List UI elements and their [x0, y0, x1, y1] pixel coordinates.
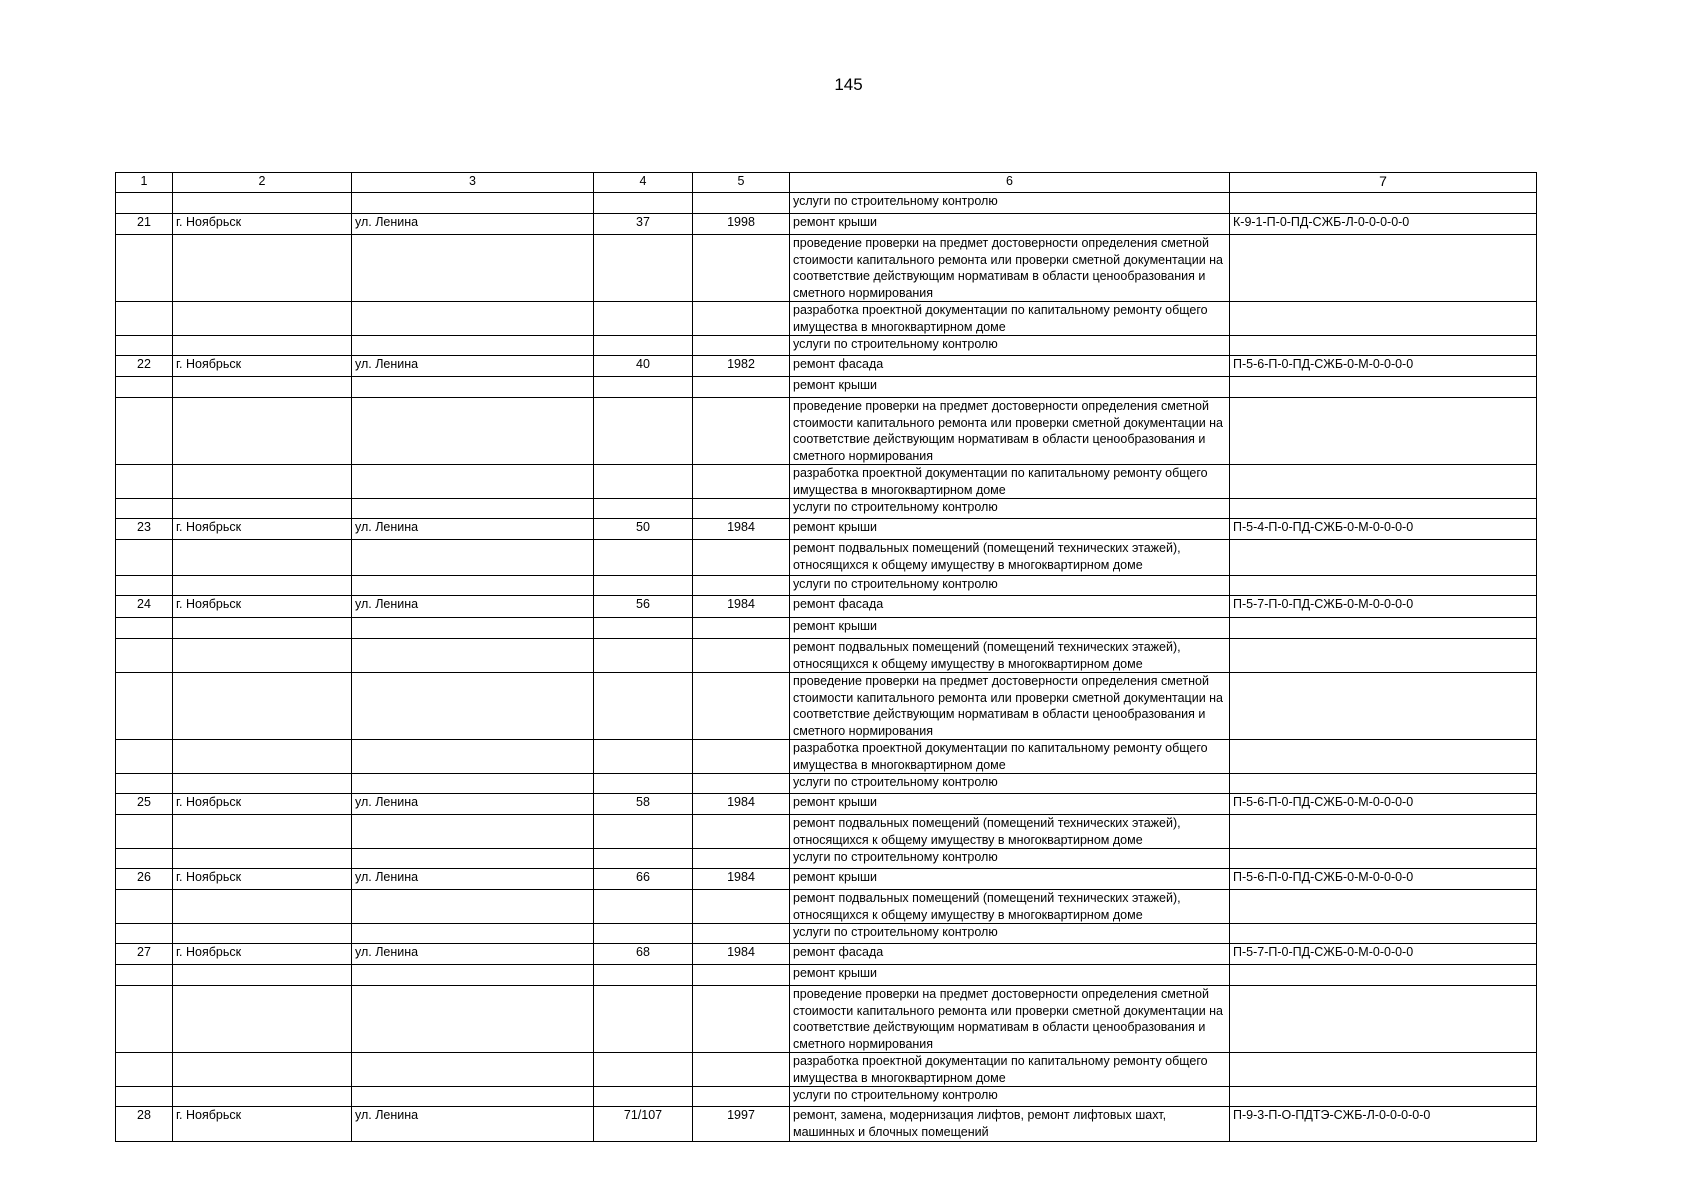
cell-year: [693, 1053, 790, 1087]
cell-street: ул. Ленина: [352, 944, 594, 965]
cell-street: [352, 740, 594, 774]
table-row: [116, 639, 1537, 673]
cell-house: [594, 465, 693, 499]
cell-street: ул. Ленина: [352, 869, 594, 890]
cell-year: [693, 465, 790, 499]
cell-number: [116, 193, 173, 214]
cell-house: [594, 815, 693, 849]
cell-number: 22: [116, 356, 173, 377]
cell-year: [693, 986, 790, 1053]
cell-city: [173, 639, 352, 673]
cell-house: [594, 235, 693, 302]
table-row: [116, 235, 1537, 302]
cell-building-code: П-5-7-П-0-ПД-СЖБ-0-М-0-0-0-0: [1230, 944, 1537, 965]
cell-work-type: ремонт крыши: [790, 519, 1230, 540]
cell-house: [594, 576, 693, 596]
cell-street: [352, 398, 594, 465]
cell-work-type: услуги по строительному контролю: [790, 1087, 1230, 1107]
column-number: 2: [173, 173, 352, 193]
cell-city: [173, 890, 352, 924]
cell-city: г. Ноябрьск: [173, 519, 352, 540]
cell-building-code: П-5-6-П-0-ПД-СЖБ-0-М-0-0-0-0: [1230, 356, 1537, 377]
cell-city: [173, 302, 352, 336]
cell-city: [173, 965, 352, 986]
cell-number: [116, 540, 173, 576]
cell-work-type: услуги по строительному контролю: [790, 849, 1230, 869]
cell-building-code: [1230, 465, 1537, 499]
table-row: [116, 890, 1537, 924]
cell-work-type: разработка проектной документации по капитальному ремонту общего имущества в многоквартирном доме: [790, 302, 1230, 336]
cell-year: [693, 193, 790, 214]
cell-city: [173, 986, 352, 1053]
cell-building-code: [1230, 576, 1537, 596]
cell-year: [693, 540, 790, 576]
cell-work-type: проведение проверки на предмет достоверности определения сметной стоимости капитального ремонта или проверки сметной документации на соответствие действующим нормативам в области ценообразования и сметного нормирования: [790, 398, 1230, 465]
cell-house: [594, 618, 693, 639]
cell-city: [173, 1087, 352, 1107]
cell-street: [352, 576, 594, 596]
cell-number: 24: [116, 596, 173, 618]
cell-work-type: услуги по строительному контролю: [790, 924, 1230, 944]
cell-street: [352, 235, 594, 302]
cell-number: [116, 673, 173, 740]
table-row: [116, 1107, 1537, 1142]
cell-city: [173, 618, 352, 639]
cell-building-code: [1230, 193, 1537, 214]
cell-building-code: [1230, 639, 1537, 673]
cell-work-type: ремонт подвальных помещений (помещений технических этажей), относящихся к общему имуществу в многоквартирном доме: [790, 815, 1230, 849]
cell-number: [116, 1087, 173, 1107]
cell-street: [352, 618, 594, 639]
cell-number: [116, 740, 173, 774]
cell-street: [352, 986, 594, 1053]
cell-work-type: ремонт крыши: [790, 618, 1230, 639]
cell-work-type: услуги по строительному контролю: [790, 193, 1230, 214]
cell-street: ул. Ленина: [352, 356, 594, 377]
cell-street: ул. Ленина: [352, 1107, 594, 1142]
cell-house: [594, 1087, 693, 1107]
cell-number: [116, 639, 173, 673]
table-row: [116, 596, 1537, 618]
cell-year: [693, 499, 790, 519]
cell-year: [693, 336, 790, 356]
cell-street: [352, 540, 594, 576]
cell-street: [352, 815, 594, 849]
cell-house: 68: [594, 944, 693, 965]
cell-work-type: ремонт, замена, модернизация лифтов, ремонт лифтовых шахт, машинных и блочных помещений: [790, 1107, 1230, 1142]
cell-city: [173, 193, 352, 214]
cell-number: [116, 890, 173, 924]
cell-work-type: разработка проектной документации по капитальному ремонту общего имущества в многоквартирном доме: [790, 1053, 1230, 1087]
cell-number: [116, 924, 173, 944]
cell-house: 71/107: [594, 1107, 693, 1142]
cell-street: [352, 193, 594, 214]
cell-building-code: П-5-4-П-0-ПД-СЖБ-0-М-0-0-0-0: [1230, 519, 1537, 540]
table-row: [116, 618, 1537, 639]
cell-building-code: [1230, 673, 1537, 740]
cell-street: [352, 673, 594, 740]
table-row: [116, 869, 1537, 890]
cell-year: 1982: [693, 356, 790, 377]
cell-street: [352, 302, 594, 336]
cell-building-code: [1230, 302, 1537, 336]
cell-number: [116, 465, 173, 499]
cell-year: [693, 924, 790, 944]
table-row: [116, 519, 1537, 540]
cell-work-type: разработка проектной документации по капитальному ремонту общего имущества в многоквартирном доме: [790, 465, 1230, 499]
cell-year: [693, 673, 790, 740]
cell-city: [173, 465, 352, 499]
cell-house: [594, 740, 693, 774]
cell-street: [352, 965, 594, 986]
cell-house: [594, 986, 693, 1053]
table-row: [116, 398, 1537, 465]
table-row: [116, 794, 1537, 815]
cell-street: [352, 377, 594, 398]
cell-house: [594, 540, 693, 576]
cell-year: [693, 815, 790, 849]
cell-city: г. Ноябрьск: [173, 356, 352, 377]
cell-year: [693, 740, 790, 774]
table-row: [116, 965, 1537, 986]
cell-year: 1997: [693, 1107, 790, 1142]
cell-house: 37: [594, 214, 693, 235]
cell-number: 23: [116, 519, 173, 540]
cell-house: [594, 499, 693, 519]
cell-house: 50: [594, 519, 693, 540]
cell-building-code: [1230, 815, 1537, 849]
cell-city: [173, 1053, 352, 1087]
cell-city: г. Ноябрьск: [173, 869, 352, 890]
cell-building-code: [1230, 740, 1537, 774]
cell-work-type: проведение проверки на предмет достоверности определения сметной стоимости капитального ремонта или проверки сметной документации на соответствие действующим нормативам в области ценообразования и сметного нормирования: [790, 235, 1230, 302]
cell-building-code: [1230, 336, 1537, 356]
cell-street: ул. Ленина: [352, 519, 594, 540]
table-row: [116, 944, 1537, 965]
cell-number: [116, 377, 173, 398]
cell-street: [352, 1087, 594, 1107]
cell-street: [352, 465, 594, 499]
cell-city: [173, 398, 352, 465]
cell-street: [352, 1053, 594, 1087]
table-row: [116, 1087, 1537, 1107]
table-row: [116, 673, 1537, 740]
cell-building-code: [1230, 499, 1537, 519]
column-number: 6: [790, 173, 1230, 193]
table-row: [116, 336, 1537, 356]
table-row: [116, 540, 1537, 576]
column-number: 5: [693, 173, 790, 193]
table-row: [116, 193, 1537, 214]
cell-house: [594, 924, 693, 944]
capital-repair-table: [115, 172, 1537, 1142]
cell-number: [116, 302, 173, 336]
cell-building-code: [1230, 398, 1537, 465]
cell-number: 25: [116, 794, 173, 815]
cell-street: [352, 639, 594, 673]
cell-house: [594, 1053, 693, 1087]
table-row: [116, 302, 1537, 336]
cell-year: [693, 576, 790, 596]
cell-street: [352, 924, 594, 944]
cell-street: ул. Ленина: [352, 214, 594, 235]
cell-number: [116, 499, 173, 519]
cell-work-type: услуги по строительному контролю: [790, 336, 1230, 356]
cell-street: ул. Ленина: [352, 596, 594, 618]
cell-work-type: проведение проверки на предмет достоверности определения сметной стоимости капитального ремонта или проверки сметной документации на соответствие действующим нормативам в области ценообразования и сметного нормирования: [790, 986, 1230, 1053]
cell-year: 1984: [693, 794, 790, 815]
cell-year: [693, 302, 790, 336]
table-row: [116, 924, 1537, 944]
table-row: [116, 576, 1537, 596]
cell-work-type: услуги по строительному контролю: [790, 499, 1230, 519]
table-row: [116, 214, 1537, 235]
cell-work-type: услуги по строительному контролю: [790, 774, 1230, 794]
cell-year: 1984: [693, 944, 790, 965]
column-number: 7: [1230, 173, 1537, 193]
cell-work-type: ремонт подвальных помещений (помещений технических этажей), относящихся к общему имуществу в многоквартирном доме: [790, 540, 1230, 576]
cell-building-code: [1230, 1087, 1537, 1107]
cell-house: [594, 398, 693, 465]
column-number-row: [116, 173, 1537, 193]
cell-year: [693, 1087, 790, 1107]
table-row: [116, 740, 1537, 774]
cell-number: [116, 336, 173, 356]
column-number: 3: [352, 173, 594, 193]
cell-house: [594, 377, 693, 398]
cell-number: [116, 986, 173, 1053]
cell-work-type: ремонт крыши: [790, 214, 1230, 235]
cell-year: [693, 639, 790, 673]
cell-year: [693, 618, 790, 639]
cell-building-code: [1230, 1053, 1537, 1087]
cell-city: [173, 849, 352, 869]
cell-house: 40: [594, 356, 693, 377]
cell-year: 1998: [693, 214, 790, 235]
cell-number: [116, 965, 173, 986]
cell-year: [693, 398, 790, 465]
cell-number: 21: [116, 214, 173, 235]
table-row: [116, 465, 1537, 499]
cell-building-code: [1230, 540, 1537, 576]
cell-work-type: ремонт крыши: [790, 794, 1230, 815]
table-row: [116, 499, 1537, 519]
cell-street: [352, 849, 594, 869]
cell-number: [116, 815, 173, 849]
cell-building-code: [1230, 986, 1537, 1053]
page-number: 145: [834, 75, 863, 94]
cell-building-code: [1230, 774, 1537, 794]
cell-city: [173, 499, 352, 519]
cell-building-code: П-5-6-П-0-ПД-СЖБ-0-М-0-0-0-0: [1230, 794, 1537, 815]
cell-street: ул. Ленина: [352, 794, 594, 815]
cell-house: 56: [594, 596, 693, 618]
cell-work-type: ремонт фасада: [790, 944, 1230, 965]
cell-city: г. Ноябрьск: [173, 596, 352, 618]
cell-building-code: [1230, 849, 1537, 869]
cell-number: [116, 618, 173, 639]
cell-building-code: [1230, 965, 1537, 986]
cell-city: г. Ноябрьск: [173, 214, 352, 235]
cell-city: [173, 673, 352, 740]
cell-building-code: П-5-6-П-0-ПД-СЖБ-0-М-0-0-0-0: [1230, 869, 1537, 890]
cell-city: [173, 336, 352, 356]
cell-street: [352, 499, 594, 519]
cell-year: 1984: [693, 596, 790, 618]
cell-city: [173, 815, 352, 849]
cell-street: [352, 774, 594, 794]
column-number: 1: [116, 173, 173, 193]
cell-building-code: [1230, 377, 1537, 398]
cell-house: [594, 302, 693, 336]
table-row: [116, 849, 1537, 869]
cell-house: [594, 336, 693, 356]
cell-city: [173, 235, 352, 302]
cell-house: [594, 673, 693, 740]
cell-number: 27: [116, 944, 173, 965]
cell-building-code: [1230, 618, 1537, 639]
cell-work-type: ремонт крыши: [790, 965, 1230, 986]
cell-work-type: разработка проектной документации по капитальному ремонту общего имущества в многоквартирном доме: [790, 740, 1230, 774]
cell-work-type: услуги по строительному контролю: [790, 576, 1230, 596]
cell-number: [116, 576, 173, 596]
cell-building-code: [1230, 235, 1537, 302]
cell-house: 66: [594, 869, 693, 890]
cell-number: [116, 774, 173, 794]
cell-year: [693, 774, 790, 794]
cell-house: [594, 639, 693, 673]
cell-building-code: К-9-1-П-0-ПД-СЖБ-Л-0-0-0-0-0: [1230, 214, 1537, 235]
cell-street: [352, 336, 594, 356]
cell-year: 1984: [693, 519, 790, 540]
cell-house: [594, 890, 693, 924]
cell-work-type: ремонт подвальных помещений (помещений технических этажей), относящихся к общему имуществу в многоквартирном доме: [790, 890, 1230, 924]
cell-house: [594, 774, 693, 794]
cell-number: [116, 849, 173, 869]
cell-year: [693, 849, 790, 869]
cell-city: [173, 576, 352, 596]
table-row: [116, 815, 1537, 849]
cell-building-code: П-5-7-П-0-ПД-СЖБ-0-М-0-0-0-0: [1230, 596, 1537, 618]
table-row: [116, 986, 1537, 1053]
cell-number: [116, 235, 173, 302]
cell-number: 26: [116, 869, 173, 890]
table-row: [116, 1053, 1537, 1087]
cell-building-code: П-9-3-П-О-ПДТЭ-СЖБ-Л-0-0-0-0-0: [1230, 1107, 1537, 1142]
cell-house: [594, 965, 693, 986]
cell-work-type: ремонт подвальных помещений (помещений технических этажей), относящихся к общему имуществу в многоквартирном доме: [790, 639, 1230, 673]
cell-city: [173, 540, 352, 576]
cell-city: [173, 924, 352, 944]
cell-building-code: [1230, 924, 1537, 944]
cell-year: [693, 377, 790, 398]
cell-work-type: ремонт крыши: [790, 377, 1230, 398]
table-row: [116, 774, 1537, 794]
cell-house: [594, 849, 693, 869]
table-row: [116, 356, 1537, 377]
cell-building-code: [1230, 890, 1537, 924]
column-number: 4: [594, 173, 693, 193]
cell-work-type: ремонт фасада: [790, 596, 1230, 618]
cell-house: 58: [594, 794, 693, 815]
cell-street: [352, 890, 594, 924]
cell-city: [173, 774, 352, 794]
cell-number: [116, 398, 173, 465]
cell-city: г. Ноябрьск: [173, 794, 352, 815]
cell-house: [594, 193, 693, 214]
cell-city: [173, 377, 352, 398]
cell-number: [116, 1053, 173, 1087]
table-row: [116, 377, 1537, 398]
cell-year: [693, 890, 790, 924]
cell-work-type: ремонт фасада: [790, 356, 1230, 377]
cell-year: [693, 965, 790, 986]
cell-city: г. Ноябрьск: [173, 1107, 352, 1142]
cell-work-type: проведение проверки на предмет достоверности определения сметной стоимости капитального ремонта или проверки сметной документации на соответствие действующим нормативам в области ценообразования и сметного нормирования: [790, 673, 1230, 740]
cell-year: 1984: [693, 869, 790, 890]
cell-year: [693, 235, 790, 302]
cell-work-type: ремонт крыши: [790, 869, 1230, 890]
cell-city: [173, 740, 352, 774]
cell-number: 28: [116, 1107, 173, 1142]
cell-city: г. Ноябрьск: [173, 944, 352, 965]
